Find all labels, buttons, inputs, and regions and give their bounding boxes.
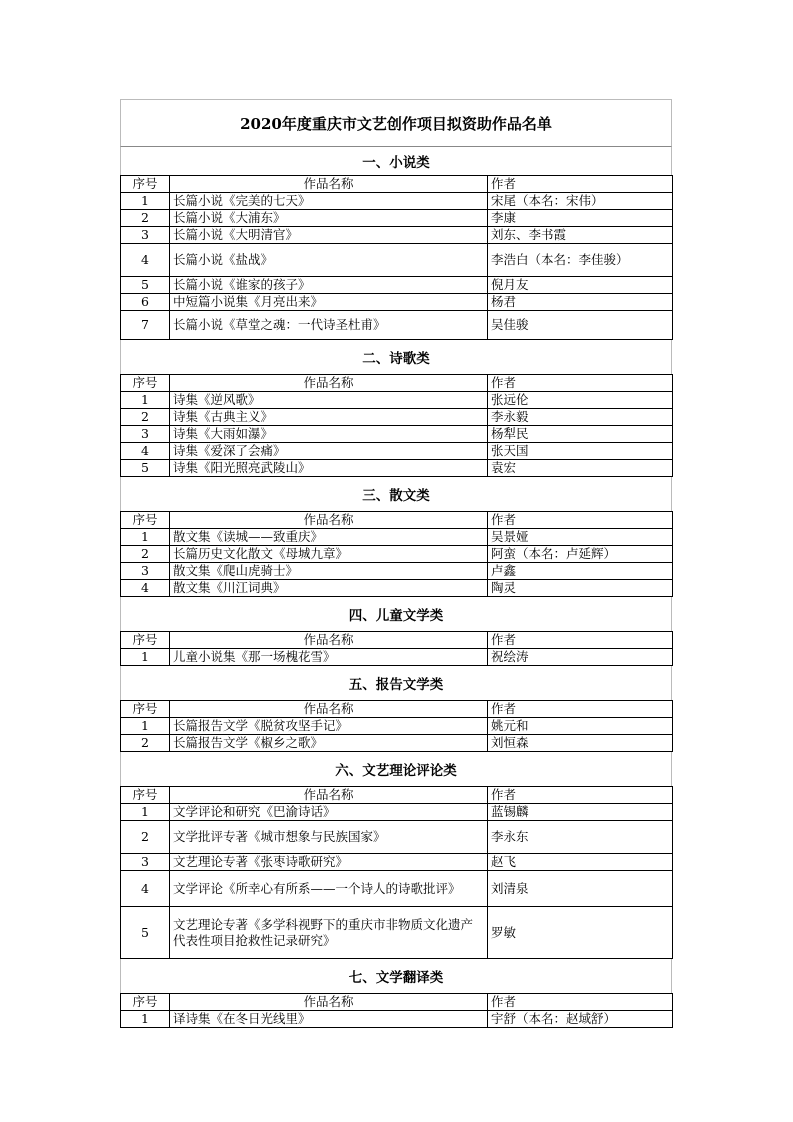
header-no: 序号 xyxy=(121,701,170,718)
section-table xyxy=(120,993,673,1028)
row-work-title: 译诗集《在冬日光线里》 xyxy=(170,1011,488,1028)
table-row xyxy=(121,804,673,821)
table-row xyxy=(121,311,673,340)
table-row xyxy=(121,1011,673,1028)
document xyxy=(120,99,672,1028)
section-heading: 五、报告文学类 xyxy=(120,666,672,700)
header-no: 序号 xyxy=(121,512,170,529)
row-author: 吴佳骏 xyxy=(488,311,673,340)
section-table xyxy=(120,786,673,959)
row-work-title: 文学评论《所幸心有所系——一个诗人的诗歌批评》 xyxy=(170,871,488,907)
section-table xyxy=(120,175,673,340)
table-header-row xyxy=(121,787,673,804)
row-author: 李永毅 xyxy=(488,409,673,426)
header-name: 作品名称 xyxy=(170,632,488,649)
row-work-title: 诗集《大雨如瀑》 xyxy=(170,426,488,443)
section-heading: 一、小说类 xyxy=(120,147,672,175)
row-author: 卢鑫 xyxy=(488,563,673,580)
table-row xyxy=(121,854,673,871)
header-no: 序号 xyxy=(121,176,170,193)
row-work-title: 长篇小说《完美的七天》 xyxy=(170,193,488,210)
row-number: 4 xyxy=(121,580,170,597)
section-table xyxy=(120,631,673,666)
row-work-title: 文学批评专著《城市想象与民族国家》 xyxy=(170,821,488,854)
row-number: 2 xyxy=(121,735,170,752)
row-work-title: 长篇报告文学《椒乡之歌》 xyxy=(170,735,488,752)
table-row xyxy=(121,210,673,227)
section-table xyxy=(120,700,673,752)
table-row xyxy=(121,580,673,597)
table-row xyxy=(121,409,673,426)
sections-container xyxy=(120,147,672,1028)
document-title: 2020年度重庆市文艺创作项目拟资助作品名单 xyxy=(120,99,672,147)
row-work-title: 文艺理论专著《张枣诗歌研究》 xyxy=(170,854,488,871)
row-number: 2 xyxy=(121,546,170,563)
row-number: 3 xyxy=(121,426,170,443)
row-work-title: 诗集《古典主义》 xyxy=(170,409,488,426)
row-number: 5 xyxy=(121,277,170,294)
row-number: 2 xyxy=(121,409,170,426)
row-author: 宇舒（本名：赵域舒） xyxy=(488,1011,673,1028)
row-work-title: 文艺理论专著《多学科视野下的重庆市非物质文化遗产代表性项目抢救性记录研究》 xyxy=(170,907,488,959)
table-row xyxy=(121,277,673,294)
section-heading: 六、文艺理论评论类 xyxy=(120,752,672,786)
table-header-row xyxy=(121,375,673,392)
row-work-title: 诗集《逆风歌》 xyxy=(170,392,488,409)
row-work-title: 中短篇小说集《月亮出来》 xyxy=(170,294,488,311)
header-name: 作品名称 xyxy=(170,701,488,718)
row-number: 6 xyxy=(121,294,170,311)
row-number: 5 xyxy=(121,460,170,477)
row-author: 蓝锡麟 xyxy=(488,804,673,821)
row-author: 刘恒森 xyxy=(488,735,673,752)
table-row xyxy=(121,529,673,546)
header-author: 作者 xyxy=(488,512,673,529)
row-work-title: 长篇小说《谁家的孩子》 xyxy=(170,277,488,294)
row-author: 罗敏 xyxy=(488,907,673,959)
table-row xyxy=(121,294,673,311)
row-author: 祝绘涛 xyxy=(488,649,673,666)
header-no: 序号 xyxy=(121,994,170,1011)
row-author: 杨犁民 xyxy=(488,426,673,443)
row-number: 1 xyxy=(121,1011,170,1028)
row-work-title: 长篇小说《大明清官》 xyxy=(170,227,488,244)
row-work-title: 诗集《阳光照亮武陵山》 xyxy=(170,460,488,477)
section-heading: 二、诗歌类 xyxy=(120,340,672,374)
row-number: 7 xyxy=(121,311,170,340)
header-no: 序号 xyxy=(121,787,170,804)
row-author: 吴景娅 xyxy=(488,529,673,546)
header-name: 作品名称 xyxy=(170,787,488,804)
row-author: 刘东、李书霞 xyxy=(488,227,673,244)
row-number: 1 xyxy=(121,649,170,666)
table-row xyxy=(121,426,673,443)
row-number: 1 xyxy=(121,193,170,210)
row-number: 3 xyxy=(121,227,170,244)
table-row xyxy=(121,718,673,735)
section-table xyxy=(120,511,673,597)
row-author: 赵飞 xyxy=(488,854,673,871)
row-author: 阿蛮（本名：卢延辉） xyxy=(488,546,673,563)
section-heading: 三、散文类 xyxy=(120,477,672,511)
row-work-title: 诗集《爱深了会痛》 xyxy=(170,443,488,460)
row-number: 4 xyxy=(121,244,170,277)
row-author: 袁宏 xyxy=(488,460,673,477)
section-heading: 四、儿童文学类 xyxy=(120,597,672,631)
row-author: 陶灵 xyxy=(488,580,673,597)
header-name: 作品名称 xyxy=(170,176,488,193)
header-no: 序号 xyxy=(121,632,170,649)
row-work-title: 文学评论和研究《巴渝诗话》 xyxy=(170,804,488,821)
row-work-title: 散文集《爬山虎骑士》 xyxy=(170,563,488,580)
table-row xyxy=(121,392,673,409)
header-name: 作品名称 xyxy=(170,375,488,392)
row-work-title: 儿童小说集《那一场槐花雪》 xyxy=(170,649,488,666)
row-work-title: 长篇小说《草堂之魂：一代诗圣杜甫》 xyxy=(170,311,488,340)
header-author: 作者 xyxy=(488,375,673,392)
table-header-row xyxy=(121,701,673,718)
row-author: 张远伦 xyxy=(488,392,673,409)
row-author: 倪月友 xyxy=(488,277,673,294)
header-author: 作者 xyxy=(488,994,673,1011)
table-row xyxy=(121,193,673,210)
row-work-title: 散文集《读城——致重庆》 xyxy=(170,529,488,546)
table-header-row xyxy=(121,176,673,193)
table-header-row xyxy=(121,994,673,1011)
header-author: 作者 xyxy=(488,176,673,193)
row-work-title: 长篇历史文化散文《母城九章》 xyxy=(170,546,488,563)
table-header-row xyxy=(121,632,673,649)
table-row xyxy=(121,821,673,854)
row-author: 李永东 xyxy=(488,821,673,854)
row-number: 1 xyxy=(121,718,170,735)
table-row xyxy=(121,649,673,666)
row-number: 3 xyxy=(121,563,170,580)
section-table xyxy=(120,374,673,477)
table-row xyxy=(121,227,673,244)
table-row xyxy=(121,460,673,477)
row-work-title: 长篇小说《大浦东》 xyxy=(170,210,488,227)
row-number: 1 xyxy=(121,392,170,409)
row-work-title: 长篇报告文学《脱贫攻坚手记》 xyxy=(170,718,488,735)
row-work-title: 散文集《川江词典》 xyxy=(170,580,488,597)
header-name: 作品名称 xyxy=(170,512,488,529)
row-author: 宋尾（本名：宋伟） xyxy=(488,193,673,210)
header-author: 作者 xyxy=(488,701,673,718)
row-author: 刘清泉 xyxy=(488,871,673,907)
row-number: 5 xyxy=(121,907,170,959)
row-author: 杨君 xyxy=(488,294,673,311)
header-no: 序号 xyxy=(121,375,170,392)
row-author: 李浩白（本名：李佳骏） xyxy=(488,244,673,277)
row-author: 李康 xyxy=(488,210,673,227)
row-number: 2 xyxy=(121,821,170,854)
row-author: 张天国 xyxy=(488,443,673,460)
table-row xyxy=(121,871,673,907)
header-name: 作品名称 xyxy=(170,994,488,1011)
table-row xyxy=(121,443,673,460)
row-number: 1 xyxy=(121,804,170,821)
table-header-row xyxy=(121,512,673,529)
table-row xyxy=(121,563,673,580)
row-number: 2 xyxy=(121,210,170,227)
row-author: 姚元和 xyxy=(488,718,673,735)
table-row xyxy=(121,907,673,959)
table-row xyxy=(121,244,673,277)
section-heading: 七、文学翻译类 xyxy=(120,959,672,993)
header-author: 作者 xyxy=(488,632,673,649)
table-row xyxy=(121,735,673,752)
row-work-title: 长篇小说《盐战》 xyxy=(170,244,488,277)
row-number: 4 xyxy=(121,443,170,460)
row-number: 1 xyxy=(121,529,170,546)
table-row xyxy=(121,546,673,563)
row-number: 4 xyxy=(121,871,170,907)
row-number: 3 xyxy=(121,854,170,871)
header-author: 作者 xyxy=(488,787,673,804)
